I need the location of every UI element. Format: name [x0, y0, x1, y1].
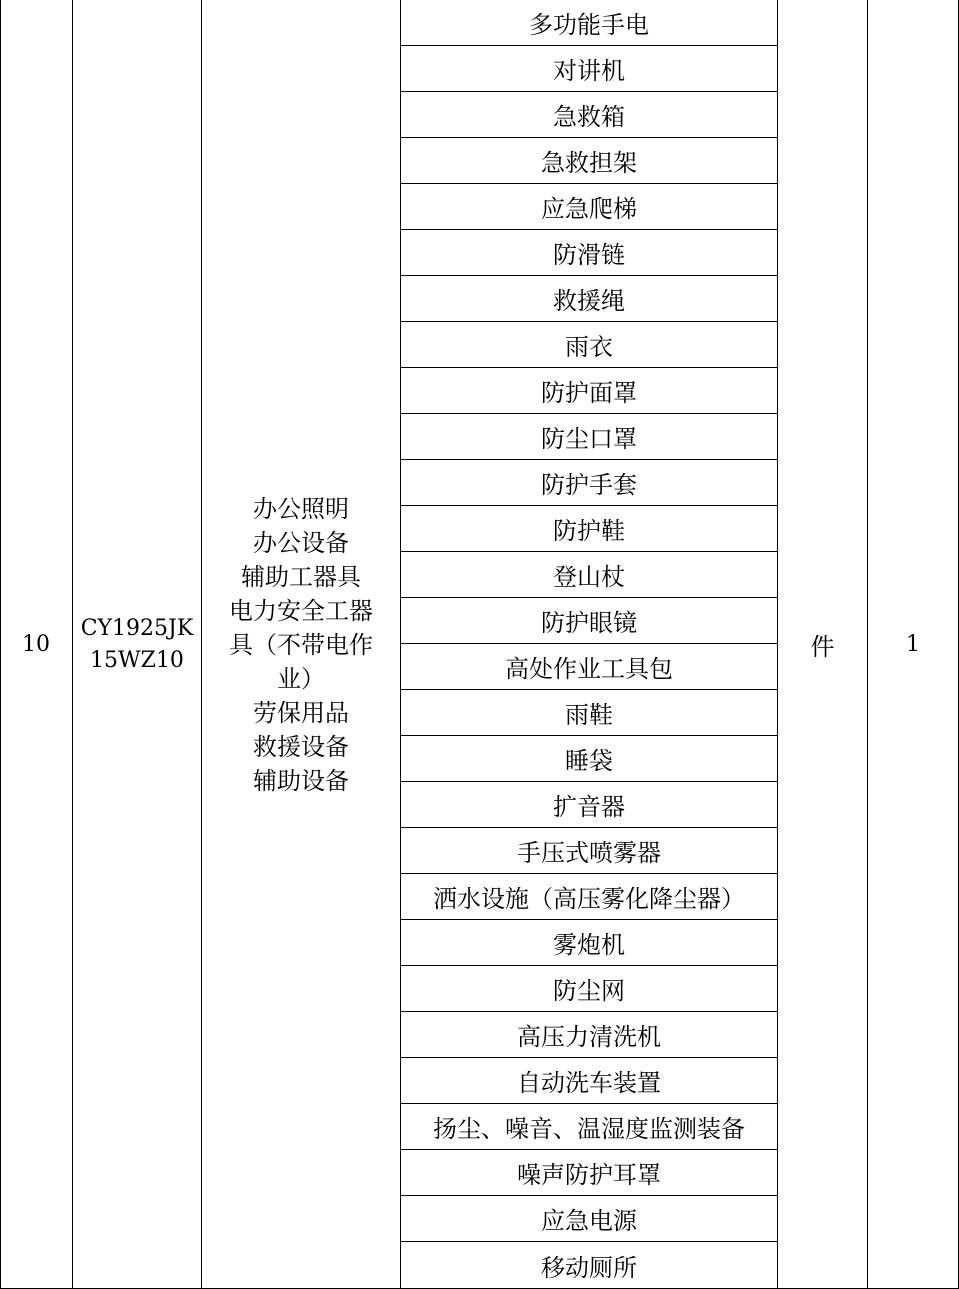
- item-row: 手压式喷雾器: [401, 828, 777, 874]
- category-line: 电力安全工器: [229, 596, 373, 625]
- item-row: 雨衣: [401, 322, 777, 368]
- item-row: 防护眼镜: [401, 598, 777, 644]
- category-line: 辅助设备: [253, 766, 349, 795]
- category-line: 劳保用品: [253, 698, 349, 727]
- item-row: 多功能手电: [401, 0, 777, 46]
- category-line: 辅助工器具: [241, 562, 361, 591]
- item-code-cell: [73, 0, 201, 1289]
- item-row: 登山杖: [401, 552, 777, 598]
- row-number-cell: [0, 0, 72, 1289]
- unit-cell: [778, 0, 867, 1289]
- category-line: 业）: [277, 664, 325, 693]
- quantity: 1: [906, 632, 920, 657]
- item-row: 高处作业工具包: [401, 644, 777, 690]
- item-row: 噪声防护耳罩: [401, 1150, 777, 1196]
- item-row: 应急爬梯: [401, 184, 777, 230]
- item-row: 防护手套: [401, 460, 777, 506]
- item-row: 雾炮机: [401, 920, 777, 966]
- item-row: 扬尘、噪音、温湿度监测装备: [401, 1104, 777, 1150]
- category-cell: [202, 0, 400, 1289]
- item-row: 防滑链: [401, 230, 777, 276]
- item-row: 雨鞋: [401, 690, 777, 736]
- item-row: 急救担架: [401, 138, 777, 184]
- category-line: 办公设备: [253, 528, 349, 557]
- category-list: [229, 492, 373, 798]
- item-row: 防尘网: [401, 966, 777, 1012]
- item-row: 急救箱: [401, 92, 777, 138]
- item-row: 防尘口罩: [401, 414, 777, 460]
- category-line: 救援设备: [253, 732, 349, 761]
- item-row: 扩音器: [401, 782, 777, 828]
- item-row: 防护面罩: [401, 368, 777, 414]
- category-line: 办公照明: [253, 494, 349, 523]
- item-row: 睡袋: [401, 736, 777, 782]
- item-list: [401, 0, 777, 1289]
- item-row: 应急电源: [401, 1196, 777, 1242]
- item-row: 防护鞋: [401, 506, 777, 552]
- category-line: 具（不带电作: [229, 630, 373, 659]
- item-code-line1: CY1925JK: [80, 615, 194, 641]
- item-row: 对讲机: [401, 46, 777, 92]
- item-code-line2: 15WZ10: [90, 647, 184, 673]
- item-row: 自动洗车装置: [401, 1058, 777, 1104]
- unit: 件: [810, 633, 835, 661]
- row-number: 10: [22, 632, 50, 657]
- quantity-cell: [868, 0, 958, 1289]
- item-row: 移动厕所: [541, 1253, 637, 1282]
- item-row: 洒水设施（高压雾化降尘器）: [401, 874, 777, 920]
- item-row: 救援绳: [401, 276, 777, 322]
- item-row: 高压力清洗机: [401, 1012, 777, 1058]
